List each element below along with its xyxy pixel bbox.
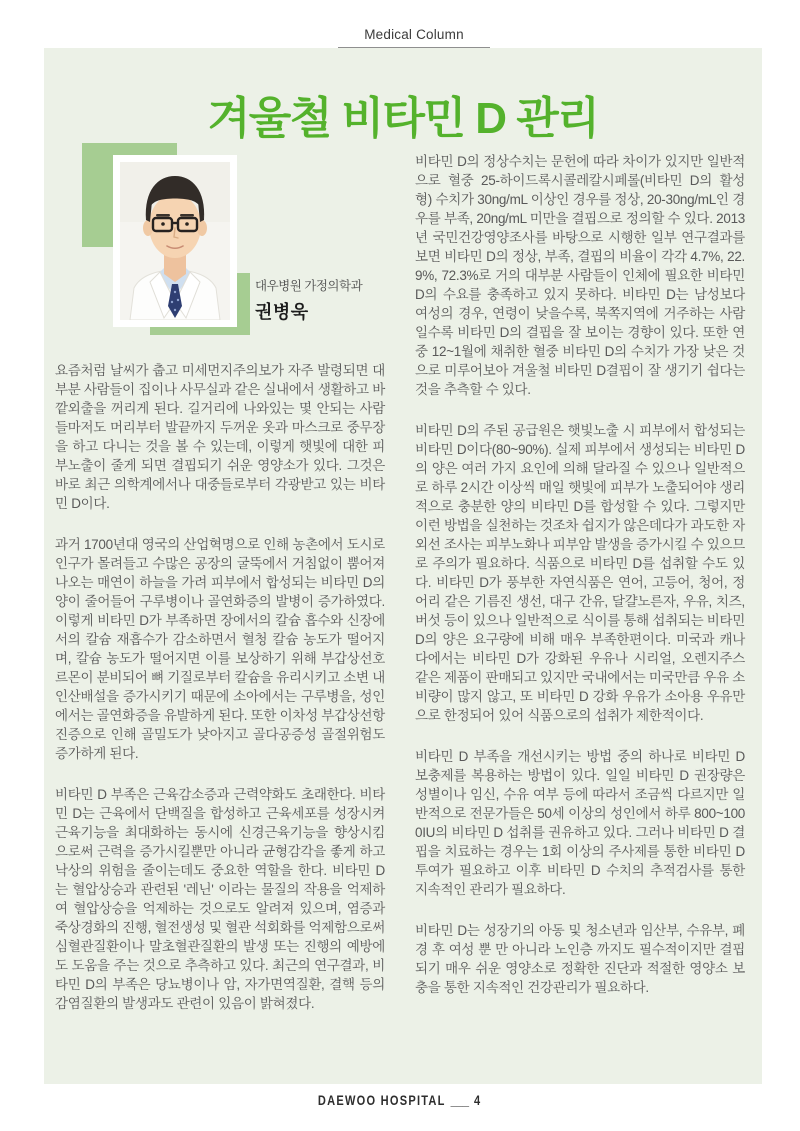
left-column: [55, 148, 385, 1013]
paragraph-left-2: 과거 1700년대 영국의 산업혁명으로 인해 농촌에서 도시로 인구가 몰려들고 수많은 공장의 굴뚝에서 거침없이 뿜어져 나오는 매연이 하늘을 가려 피부에서 합성되는 비타민 D의 양이 줄어들어 구루병이나 골연화증의 발병이 증가하였다. 이렇게 비타민 D가 부족하면 장에서의 칼슘 흡수와 신장에서의 칼슘 재흡수가 감소하면서 혈청 칼슘 농도가 떨어지며, 칼슘 농도가 떨어지면 이를 보상하기 위해 부갑상선호르몬이 분비되어 뼈 기질로부터 칼슘을 유리시키고 소변 내 인산배설을 증가시키기 때문에 소아에서는 구루병을, 성인에서는 골연화증을 유발하게 된다. 또한 이차성 부갑상선항진증으로 인해 골밀도가 낮아지고 골다공증성 골절위험도 증가하게 된다.: [55, 537, 385, 761]
paragraph-left-3: 비타민 D 부족은 근육감소증과 근력약화도 초래한다. 비타민 D는 근육에서 단백질을 합성하고 근육세포를 성장시켜 근육기능을 최대화하는 동시에 신경근육기능을 향상시킴으로써 근력을 증가시킬뿐만 아니라 균형감각을 좋게 하고 낙상의 위험을 줄이는데도 중요한 역할을 한다. 비타민 D는 혈압상승과 관련된 '레닌' 이라는 물질의 작용을 억제하여 혈압상승을 억제하는 것으로도 알려져 있으며, 염증과 죽상경화의 진행, 혈전생성 및 혈관 석회화를 억제함으로써 심혈관질환이나 말초혈관질환의 발생 또는 진행의 예방에도 도움을 주는 것으로 추측하고 있다. 최근의 연구결과, 비타민 D의 부족은 당뇨병이나 암, 자가면역질환, 결핵 등의 감염질환의 발생과도 관련이 있음이 밝혀졌다.: [55, 787, 385, 1011]
paragraph-right-4: 비타민 D는 성장기의 아동 및 청소년과 임산부, 수유부, 폐경 후 여성 뿐 만 아니라 노인층 까지도 필수적이지만 결핍되기 매우 쉬운 영양소로 정확한 진단과 적절한 영양소 보충을 통한 지속적인 건강관리가 필요하다.: [415, 923, 745, 995]
content-panel: [44, 48, 762, 1084]
author-name: 권병욱: [255, 302, 309, 322]
column-header: [0, 26, 800, 48]
doctor-portrait-illustration: [120, 162, 230, 320]
footer-brand: DAEWOO HOSPITAL: [318, 1093, 446, 1108]
column-header-label: Medical Column: [338, 27, 490, 48]
footer-page-number: 4: [474, 1093, 482, 1108]
article-columns: [55, 148, 745, 1013]
page-footer: [0, 1092, 800, 1110]
author-profile: [55, 148, 385, 361]
paragraph-right-3: 비타민 D 부족을 개선시키는 방법 중의 하나로 비타민 D 보충제를 복용하는 방법이 있다. 일일 비타민 D 권장량은 성별이나 임신, 수유 여부 등에 따라서 조금씩 다르지만 일반적으로 전문가들은 50세 이상의 성인에서 하루 800~1000IU의 비타민 D 섭취를 권유하고 있다. 그러나 비타민 D 결핍을 치료하는 경우는 1회 이상의 주사제를 통한 비타민 D 투여가 필요하고 이후 비타민 D 수치의 추적검사를 통한 지속적인 관리가 필요하다.: [415, 749, 745, 897]
author-caption: [255, 276, 362, 324]
right-column: [415, 148, 745, 1013]
footer-line: [318, 1093, 481, 1108]
paragraph-right-1: 비타민 D의 정상수치는 문헌에 따라 차이가 있지만 일반적으로 혈중 25-하이드록시콜레칼시페롤(비타민 D의 활성형) 수치가 30ng/mL 이상인 경우를 정상, 20-30ng/mL인 경우를 부족, 20ng/mL 미만을 결핍으로 정의할 수 있다. 2013년 국민건강영양조사를 바탕으로 시행한 일부 연구결과를 보면 비타민 D의 정상, 부족, 결핍의 비율이 각각 4.7%, 22.9%, 72.3%로 거의 대부분 사람들이 인체에 필요한 비타민 D의 수요를 충족하고 있지 못하다. 비타민 D는 남성보다 여성의 경우, 연령이 낮을수록, 북쪽지역에 거주하는 사람일수록 비타민 D의 결핍을 잘 보이는 경향이 있다. 또한 연중 12~1월에 채취한 혈중 비타민 D의 수치가 가장 낮은 것으로 미루어보아 겨울철 비타민 D결핍이 잘 생기기 쉽다는 것을 추측할 수 있다.: [415, 154, 745, 397]
author-photo: [113, 155, 237, 327]
footer-separator: ___: [450, 1093, 470, 1108]
author-affiliation: 대우병원 가정의학과: [255, 279, 363, 293]
paragraph-right-2: 비타민 D의 주된 공급원은 햇빛노출 시 피부에서 합성되는 비타민 D이다(80~90%). 실제 피부에서 생성되는 비타민 D의 양은 여러 가지 요인에 의해 달라질 수 있으나 일반적으로 하루 2시간 이상씩 매일 햇빛에 피부가 노출되어야 생리적으로 충분한 양의 비타민 D를 합성할 수 있다. 그렇지만 이런 방법을 실천하는 것조차 쉽지가 않은데다가 과도한 자외선 조사는 피부노화나 피부암 발생을 증가시킬 수 있으므로 주의가 필요하다. 식품으로 비타민 D를 섭취할 수도 있다. 비타민 D가 풍부한 자연식품은 연어, 고등어, 청어, 정어리 같은 기름진 생선, 대구 간유, 달걀노른자, 우유, 치즈, 버섯 등이 있으나 일반적으로 식이를 통해 섭취되는 비타민 D의 양은 요구량에 비해 매우 부족한편이다. 미국과 캐나다에서는 비타민 D가 강화된 우유나 시리얼, 오렌지주스 같은 제품이 판매되고 있지만 국내에서는 미국만큼 우유 소비량이 많지 않고, 또 비타민 D 강화 우유가 소아용 우유만으로 한정되어 있어 식품으로의 섭취가 제한적이다.: [415, 423, 745, 723]
paragraph-left-1: 요즘처럼 날씨가 춥고 미세먼지주의보가 자주 발령되면 대부분 사람들이 집이나 사무실과 같은 실내에서 생활하고 바깥외출을 꺼리게 된다. 길거리에 나와있는 몇 안되는 사람들마저도 머리부터 발끝까지 두꺼운 옷과 마스크로 중무장을 하고 다니는 것을 볼 수 있는데, 이렇게 햇빛에 대한 피부노출이 줄게 되면 결핍되기 쉬운 영양소가 있다. 그것은 바로 최근 의학계에서나 대중들로부터 각광받고 있는 비타민 D이다.: [55, 363, 385, 511]
page-title: 겨울철 비타민 D 관리: [207, 94, 599, 143]
